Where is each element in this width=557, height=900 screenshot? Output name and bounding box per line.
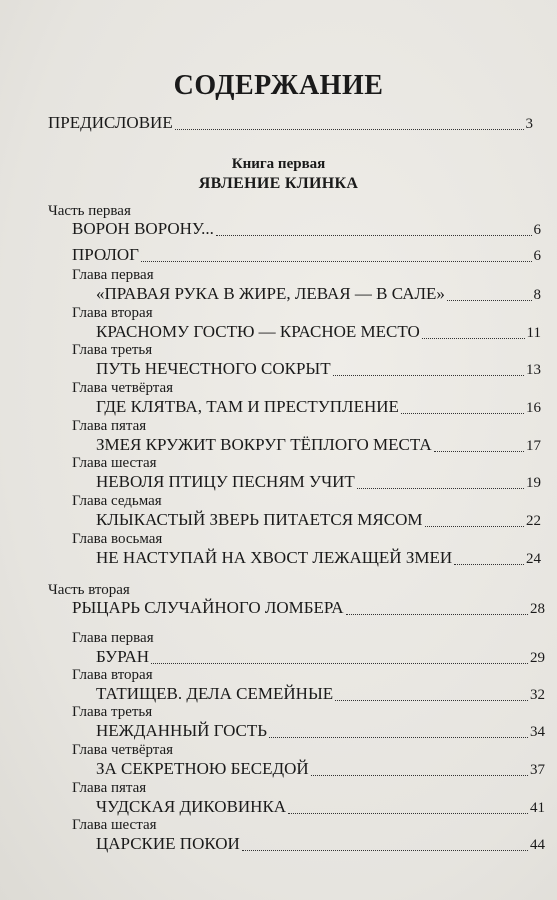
part-heading: Часть вторая (48, 582, 130, 598)
toc-entry-chapter[interactable] (96, 548, 541, 569)
toc-entry-chapter[interactable] (96, 759, 545, 780)
dot-leader (242, 849, 528, 851)
dot-leader (175, 128, 524, 130)
toc-entry-chapter[interactable] (96, 435, 541, 456)
dot-leader (269, 736, 528, 738)
toc-entry-label: ЗМЕЯ КРУЖИТ ВОКРУГ ТЁПЛОГО МЕСТА (96, 435, 432, 454)
chapter-heading: Глава шестая (72, 817, 157, 833)
dot-leader (311, 774, 528, 776)
toc-page-number: 8 (533, 287, 541, 303)
dot-leader (425, 525, 525, 527)
toc-entry-label: КРАСНОМУ ГОСТЮ — КРАСНОЕ МЕСТО (96, 322, 420, 341)
toc-entry-label: ЗА СЕКРЕТНОЮ БЕСЕДОЙ (96, 759, 309, 778)
toc-page-number: 44 (530, 837, 545, 853)
dot-leader (288, 812, 528, 814)
toc-entry-label: НЕ НАСТУПАЙ НА ХВОСТ ЛЕЖАЩЕЙ ЗМЕИ (96, 548, 453, 567)
toc-entry-label: ЧУДСКАЯ ДИКОВИНКА (96, 797, 287, 816)
toc-page-number: 34 (530, 724, 545, 740)
part-heading: Часть первая (48, 203, 131, 219)
chapter-heading: Глава восьмая (72, 531, 163, 547)
toc-entry-prologue[interactable] (72, 245, 541, 266)
dot-leader (422, 337, 525, 339)
toc-entry-chapter[interactable] (96, 510, 541, 531)
dot-leader (401, 412, 524, 414)
toc-entry-label: НЕВОЛЯ ПТИЦУ ПЕСНЯМ УЧИТ (96, 472, 355, 491)
dot-leader (454, 563, 524, 565)
toc-entry-preface[interactable] (48, 113, 533, 134)
chapter-heading: Глава четвёртая (72, 380, 174, 396)
chapter-heading: Глава третья (72, 704, 153, 720)
dot-leader (335, 699, 528, 701)
chapter-heading: Глава первая (72, 630, 154, 646)
toc-page-number: 11 (526, 325, 541, 341)
toc-page-number: 13 (526, 362, 541, 378)
toc-page-number: 3 (525, 116, 533, 132)
chapter-heading: Глава вторая (72, 667, 153, 683)
chapter-heading: Глава шестая (72, 455, 157, 471)
toc-entry-chapter[interactable] (96, 684, 545, 705)
page-title: СОДЕРЖАНИЕ (173, 70, 384, 101)
toc-page-number: 6 (533, 222, 541, 238)
toc-entry-label: ПРЕДИСЛОВИЕ (48, 113, 173, 132)
chapter-heading: Глава четвёртая (72, 742, 174, 758)
toc-entry-label: «ПРАВАЯ РУКА В ЖИРЕ, ЛЕВАЯ — В САЛЕ» (96, 284, 445, 303)
chapter-heading: Глава седьмая (72, 493, 162, 509)
toc-entry-chapter[interactable] (96, 359, 541, 380)
toc-entry-label: ПРОЛОГ (72, 245, 140, 264)
toc-page-number: 32 (530, 687, 545, 703)
chapter-heading: Глава пятая (72, 418, 147, 434)
chapter-heading: Глава вторая (72, 305, 153, 321)
toc-entry-part1[interactable] (72, 219, 541, 240)
toc-page-number: 17 (526, 438, 541, 454)
dot-leader (216, 234, 532, 236)
toc-page-number: 22 (526, 513, 541, 529)
toc-entry-label: РЫЦАРЬ СЛУЧАЙНОГО ЛОМБЕРА (72, 598, 344, 617)
toc-entry-chapter[interactable] (96, 721, 545, 742)
book-title: ЯВЛЕНИЕ КЛИНКА (198, 175, 359, 192)
toc-entry-label: ГДЕ КЛЯТВА, ТАМ И ПРЕСТУПЛЕНИЕ (96, 397, 399, 416)
toc-page-number: 41 (530, 800, 545, 816)
chapter-heading: Глава первая (72, 267, 154, 283)
toc-entry-label: НЕЖДАННЫЙ ГОСТЬ (96, 721, 268, 740)
toc-page-number: 19 (526, 475, 541, 491)
dot-leader (434, 450, 524, 452)
toc-entry-label: ПУТЬ НЕЧЕСТНОГО СОКРЫТ (96, 359, 331, 378)
toc-page-number: 28 (530, 601, 545, 617)
toc-entry-chapter[interactable] (96, 834, 545, 855)
chapter-heading: Глава третья (72, 342, 153, 358)
dot-leader (333, 374, 524, 376)
toc-entry-chapter[interactable] (96, 322, 541, 343)
toc-page-number: 24 (526, 551, 541, 567)
toc-page-number: 29 (530, 650, 545, 666)
toc-entry-label: КЛЫКАСТЫЙ ЗВЕРЬ ПИТАЕТСЯ МЯСОМ (96, 510, 423, 529)
toc-entry-chapter[interactable] (96, 797, 545, 818)
toc-page-number: 16 (526, 400, 541, 416)
toc-entry-chapter[interactable] (96, 397, 541, 418)
toc-entry-chapter[interactable] (96, 647, 545, 668)
toc-entry-chapter[interactable] (96, 284, 541, 305)
chapter-heading: Глава пятая (72, 780, 147, 796)
toc-entry-label: ЦАРСКИЕ ПОКОИ (96, 834, 240, 853)
toc-entry-label: ТАТИЩЕВ. ДЕЛА СЕМЕЙНЫЕ (96, 684, 334, 703)
dot-leader (346, 613, 529, 615)
dot-leader (141, 260, 531, 262)
book-caption: Книга первая (231, 156, 326, 172)
dot-leader (447, 299, 532, 301)
toc-entry-part2[interactable] (72, 598, 545, 619)
toc-entry-chapter[interactable] (96, 472, 541, 493)
toc-entry-label: ВОРОН ВОРОНУ... (72, 219, 214, 238)
toc-page-number: 37 (530, 762, 545, 778)
toc-entry-label: БУРАН (96, 647, 150, 666)
toc-page-number: 6 (533, 248, 541, 264)
dot-leader (151, 662, 528, 664)
dot-leader (357, 487, 524, 489)
